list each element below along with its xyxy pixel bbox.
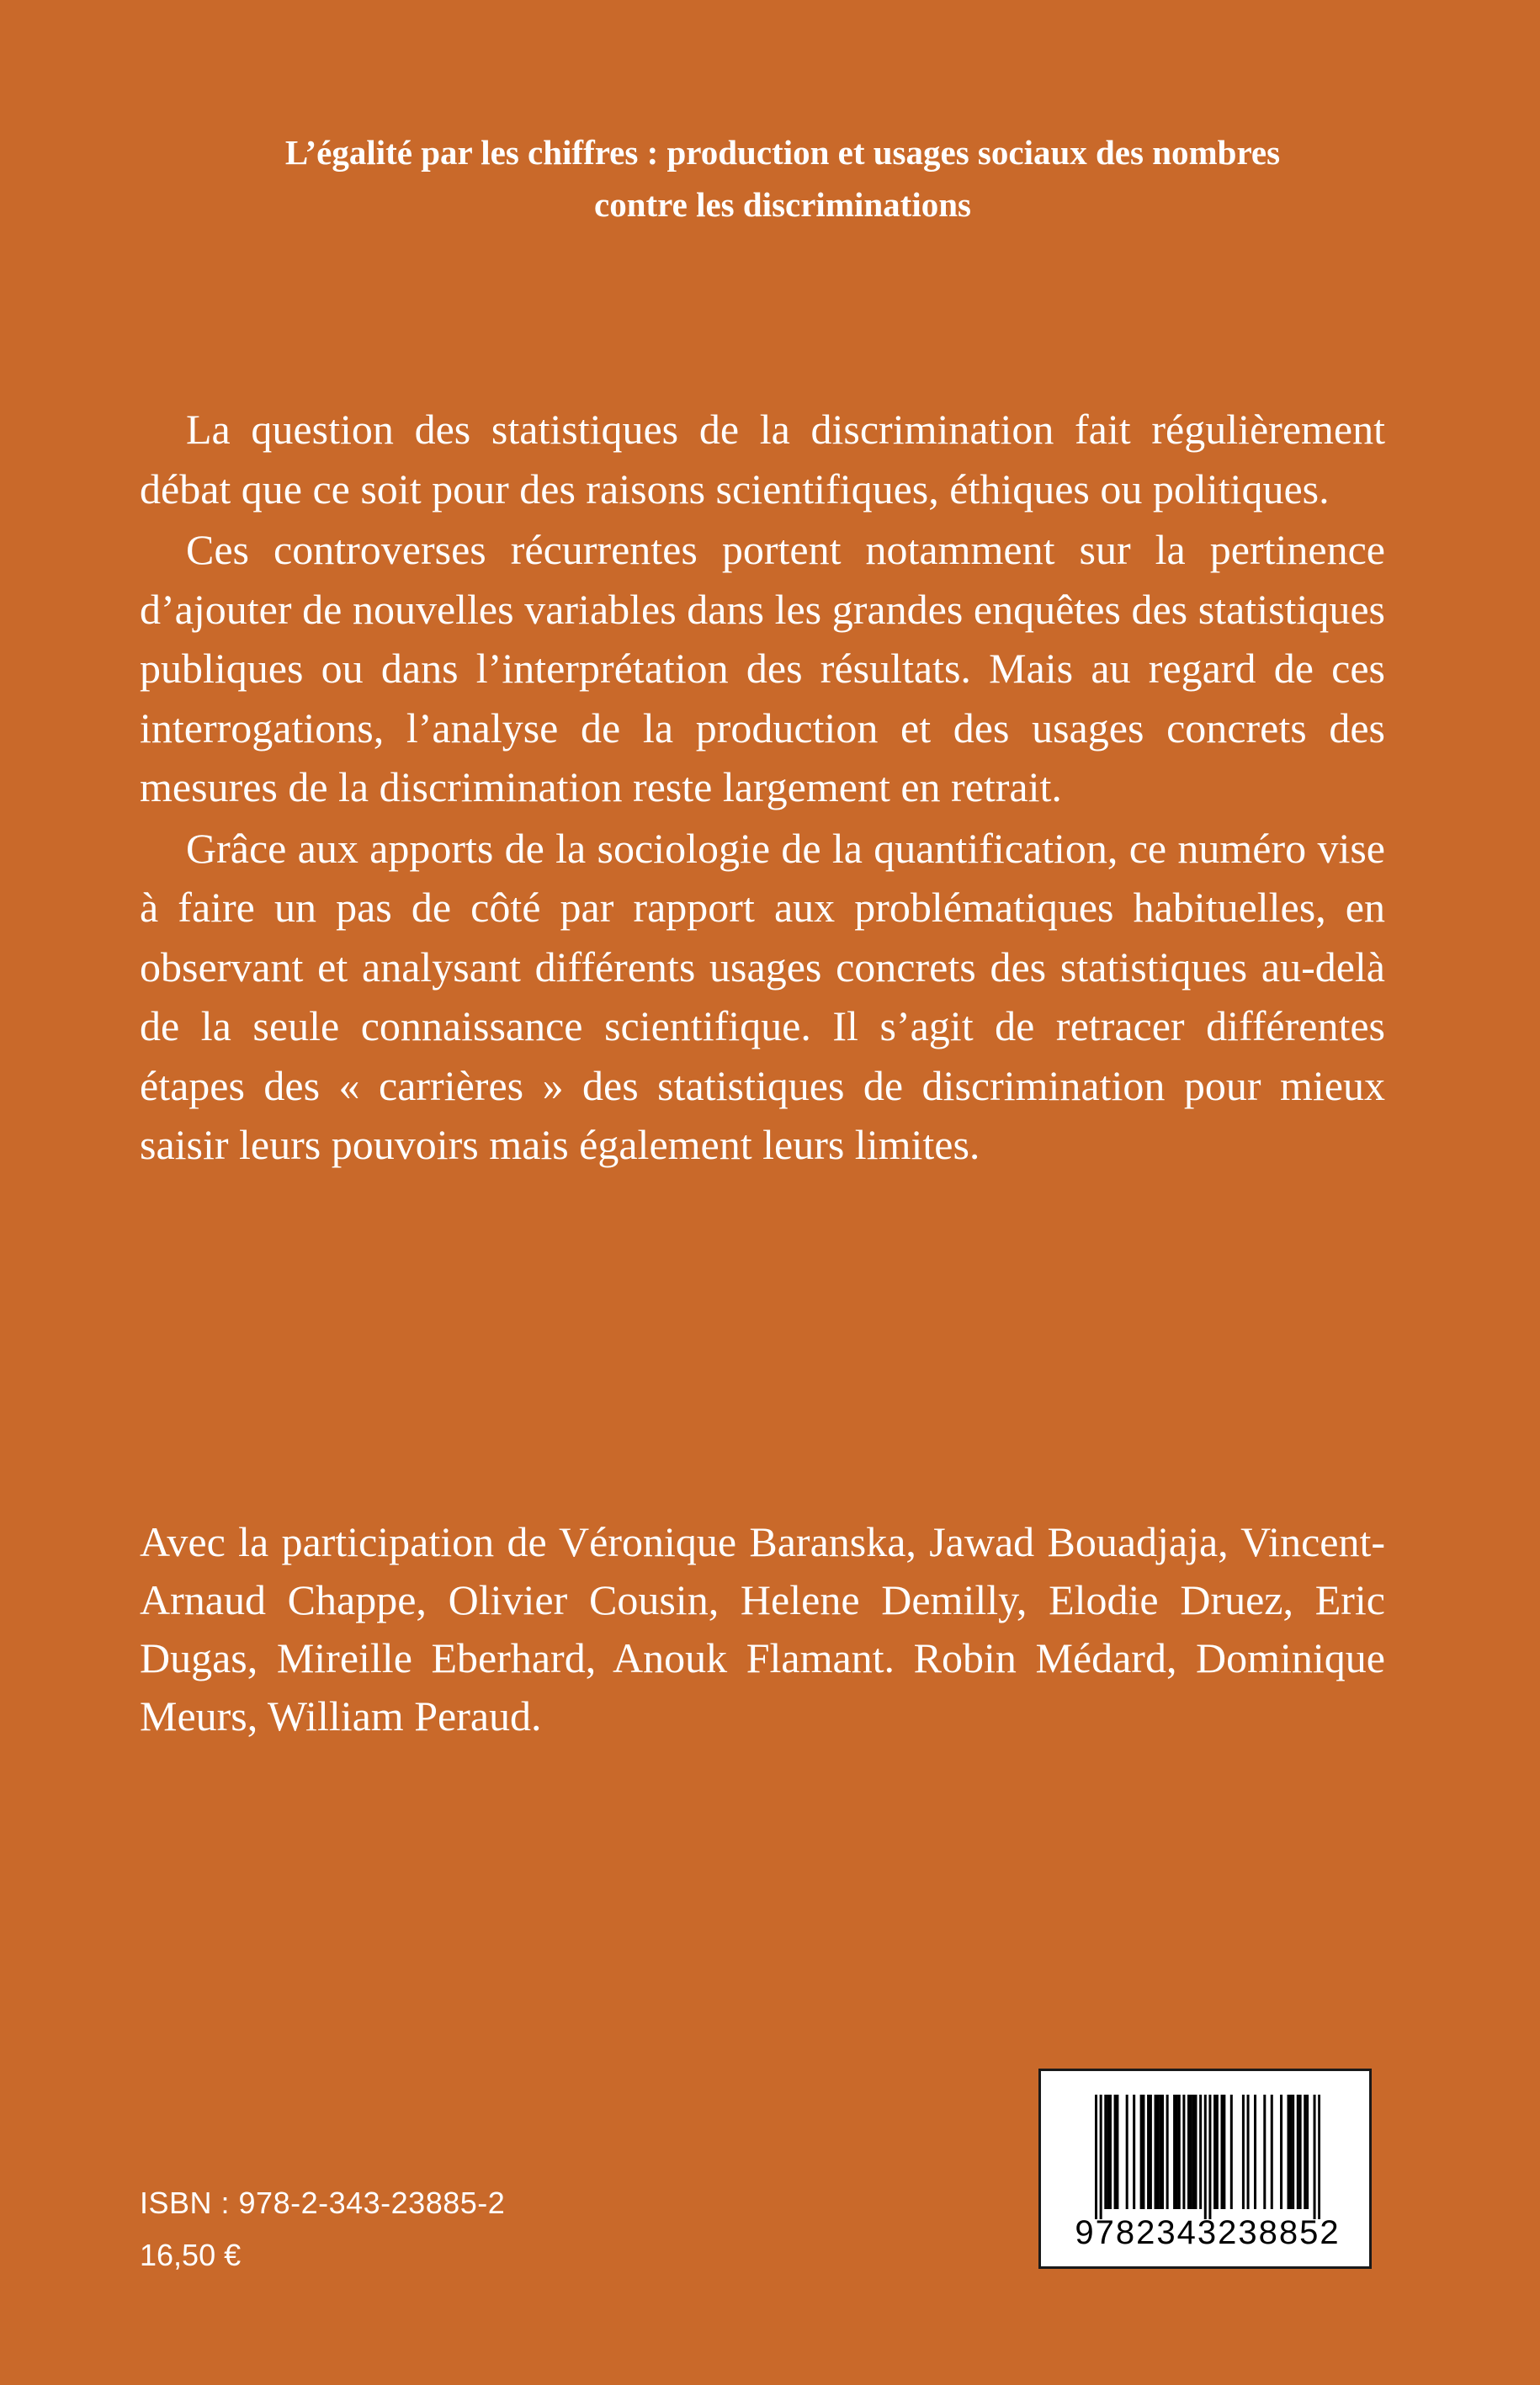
barcode-bar	[1173, 2095, 1176, 2209]
barcode-bar	[1114, 2095, 1117, 2209]
barcode-bar	[1299, 2095, 1302, 2209]
summary-paragraph-1: La question des statistiques de la discrimination fait régulièrement débat que ce soit pour des raisons scientifiques, éthiques ou politiques.	[140, 406, 1385, 513]
barcode-bar	[1176, 2095, 1178, 2209]
barcode-bar	[1263, 2095, 1266, 2209]
barcode-bar	[1190, 2095, 1192, 2209]
barcode-bar	[1223, 2095, 1225, 2209]
summary-paragraph-3: Grâce aux apports de la sociologie de la quantification, ce numéro vise à faire un pas de côté par rapport aux problématiques habituelles, en observant et analysant différents usages concrets des statistiques au-delà de la seule connaissance scientifique. Il s’agit de retracer différentes étapes des « carrières » des statistiques de discrimination pour mieux saisir leurs pouvoirs mais également leurs limites.	[140, 824, 1385, 1168]
book-title-line-2: contre les discriminations	[594, 185, 971, 224]
barcode-icon	[1095, 2095, 1320, 2219]
barcode-bar	[1140, 2095, 1143, 2209]
barcode-bar	[1109, 2095, 1112, 2209]
barcode-bar	[1147, 2095, 1150, 2209]
barcode-bar	[1104, 2095, 1107, 2209]
barcode-bar	[1247, 2095, 1250, 2209]
summary-paragraph-2: Ces controverses récurrentes portent notamment sur la pertinence d’ajouter de nouvelles variables dans les grandes enquêtes des statistiques publiques ou dans l’interprétation des résultats. Mais au regard de ces interrogations, l’analyse de la production et des usages concrets des mesures de la discrimination reste largement en retrait.	[140, 526, 1385, 810]
barcode-bar	[1314, 2095, 1316, 2219]
price-label: 16,50 €	[140, 2238, 242, 2272]
barcode-bar	[1242, 2095, 1245, 2209]
barcode-bar	[1194, 2095, 1197, 2209]
barcode-bar	[1318, 2095, 1320, 2219]
barcode-bar	[1178, 2095, 1181, 2209]
summary-text	[140, 400, 1385, 1177]
barcode-bar	[1166, 2095, 1169, 2209]
barcode	[1038, 2069, 1372, 2269]
barcode-bar	[1271, 2095, 1273, 2209]
barcode-bar	[1221, 2095, 1224, 2209]
barcode-bar	[1156, 2095, 1159, 2209]
barcode-bar	[1095, 2095, 1097, 2219]
barcode-bar	[1230, 2095, 1233, 2209]
barcode-bar	[1159, 2095, 1161, 2209]
barcode-bar	[1216, 2095, 1219, 2209]
barcode-bar	[1133, 2095, 1135, 2209]
barcode-bar	[1208, 2095, 1211, 2219]
barcode-bar	[1213, 2095, 1216, 2209]
barcode-bar	[1289, 2095, 1292, 2209]
barcode-bar	[1107, 2095, 1109, 2209]
barcode-bar	[1292, 2095, 1294, 2209]
barcode-bar	[1182, 2095, 1185, 2209]
barcode-bar	[1304, 2095, 1306, 2209]
barcode-bar	[1126, 2095, 1128, 2209]
barcode-bar	[1150, 2095, 1152, 2209]
book-title	[101, 126, 1464, 231]
barcode-bar	[1288, 2095, 1290, 2209]
barcode-bar	[1280, 2095, 1282, 2209]
barcode-bar	[1254, 2095, 1256, 2209]
barcode-bar	[1187, 2095, 1190, 2209]
barcode-bar	[1297, 2095, 1299, 2209]
barcode-bar	[1142, 2095, 1144, 2209]
barcode-bar	[1306, 2095, 1309, 2209]
barcode-bar	[1155, 2095, 1157, 2209]
book-title-line-1: L’égalité par les chiffres : production et usages sociaux des nombres	[284, 133, 1281, 172]
barcode-bar	[1116, 2095, 1118, 2209]
isbn-label: ISBN : 978-2-343-23885-2	[140, 2186, 506, 2220]
barcode-bar	[1161, 2095, 1164, 2209]
barcode-number: 9782343238852	[1075, 2214, 1341, 2251]
barcode-bar	[1199, 2095, 1202, 2209]
barcode-bar	[1192, 2095, 1195, 2209]
barcode-bar	[1100, 2095, 1102, 2219]
barcode-bar	[1204, 2095, 1207, 2219]
contributors-text: Avec la participation de Véronique Baranska, Jawad Bouadjaja, Vincent-Arnaud Chappe, Olivier Cousin, Helene Demilly, Elodie Druez, Eric Dugas, Mireille Eberhard, Anouk Flamant. Robin Médard, Dominique Meurs, William Peraud.	[140, 1518, 1385, 1740]
